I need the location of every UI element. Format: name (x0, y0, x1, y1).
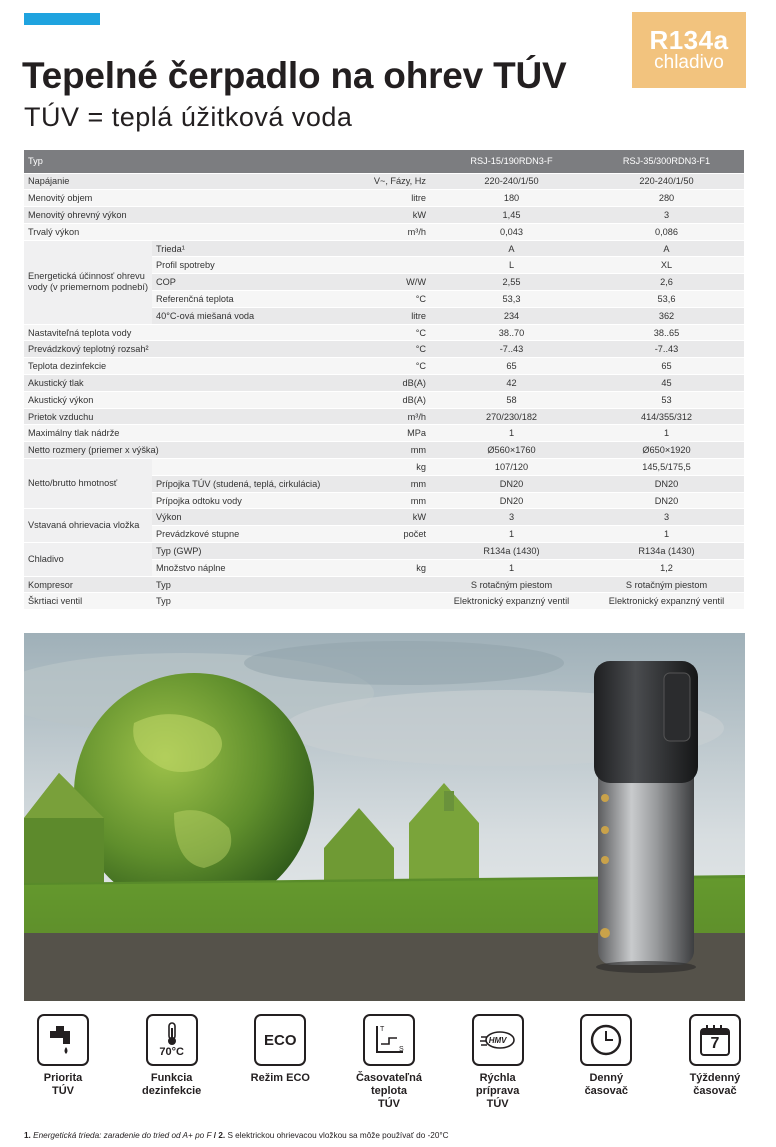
row-value-1: 220-240/1/50 (434, 173, 589, 190)
row-group-param: Vstavaná ohrievacia vložka (24, 509, 152, 543)
feature-icons (14, 1014, 764, 1112)
row-group-param: Chladivo (24, 543, 152, 577)
row-value-2: 45 (589, 375, 744, 392)
footnote-separator: / (213, 1131, 217, 1140)
row-value-2: Elektronický expanzný ventil (589, 593, 744, 610)
row-unit: V~, Fázy, Hz (362, 173, 434, 190)
row-value-2: Ø650×1920 (589, 442, 744, 459)
clock-icon (580, 1014, 632, 1066)
row-unit (362, 576, 434, 593)
row-value-1: 65 (434, 358, 589, 375)
row-sub: Množstvo náplne (152, 559, 362, 576)
feature-timed-temperature (340, 1014, 438, 1112)
row-value-1: 42 (434, 375, 589, 392)
footnote-text-1: Energetická trieda: zaradenie do tried od A+ po F (33, 1131, 212, 1140)
row-value-1: -7..43 (434, 341, 589, 358)
row-value-1: 107/120 (434, 459, 589, 476)
header-label: Typ (24, 150, 362, 173)
row-sub: Typ (152, 576, 362, 593)
row-unit: mm (362, 475, 434, 492)
row-value-1: 53,3 (434, 291, 589, 308)
row-value-2: 1 (589, 526, 744, 543)
row-value-2: DN20 (589, 475, 744, 492)
feature-eco-mode (231, 1014, 329, 1112)
row-value-2: 3 (589, 207, 744, 224)
row-value-1: L (434, 257, 589, 274)
row-unit: m³/h (362, 408, 434, 425)
row-value-2: 1 (589, 425, 744, 442)
row-value-1: Elektronický expanzný ventil (434, 593, 589, 610)
table-row (24, 593, 744, 610)
row-value-2: 53,6 (589, 291, 744, 308)
table-row (24, 223, 744, 240)
row-unit: kg (362, 459, 434, 476)
row-value-2: DN20 (589, 492, 744, 509)
row-unit (362, 593, 434, 610)
table-row (24, 408, 744, 425)
header-model2: RSJ-35/300RDN3-F1 (589, 150, 744, 173)
row-param: Trvalý výkon (24, 223, 362, 240)
table-row (24, 442, 744, 459)
table-row (24, 425, 744, 442)
row-value-2: XL (589, 257, 744, 274)
table-row (24, 576, 744, 593)
hero-illustration (24, 633, 745, 1001)
row-unit (362, 240, 434, 257)
row-unit: kW (362, 509, 434, 526)
table-row (24, 207, 744, 224)
thermometer-text: 70°C (159, 1046, 184, 1058)
row-value-1: R134a (1430) (434, 543, 589, 560)
table-row (24, 190, 744, 207)
table-row (24, 375, 744, 392)
row-param: Škrtiaci ventil (24, 593, 152, 610)
table-row (24, 240, 744, 257)
row-unit: °C (362, 291, 434, 308)
row-value-1: 270/230/182 (434, 408, 589, 425)
row-unit: kg (362, 559, 434, 576)
page-title: Tepelné čerpadlo na ohrev TÚV (22, 55, 567, 96)
row-sub: Typ (152, 593, 362, 610)
row-value-1: 3 (434, 509, 589, 526)
row-unit: dB(A) (362, 391, 434, 408)
row-value-2: 280 (589, 190, 744, 207)
row-value-1: 58 (434, 391, 589, 408)
feature-dhw-priority (14, 1014, 112, 1112)
row-value-1: 1 (434, 425, 589, 442)
row-param: Napájanie (24, 173, 362, 190)
footnote (24, 1131, 449, 1140)
row-sub: Prípojka odtoku vody (152, 492, 362, 509)
eco-text: ECO (264, 1031, 297, 1049)
row-group-param: Energetická účinnosť ohrevu vody (v priemernom podnebí) (24, 240, 152, 324)
eco-leaf-icon (254, 1014, 306, 1066)
row-param: Maximálny tlak nádrže (24, 425, 362, 442)
footnote-num-1: 1. (24, 1131, 31, 1140)
row-value-2: S rotačným piestom (589, 576, 744, 593)
row-sub: Prípojka TÚV (studená, teplá, cirkulácia) (152, 475, 362, 492)
row-value-1: 38..70 (434, 324, 589, 341)
calendar-icon (689, 1014, 741, 1066)
row-sub: Profil spotreby (152, 257, 362, 274)
temperature-schedule-icon (363, 1014, 415, 1066)
row-value-2: 3 (589, 509, 744, 526)
row-unit: počet (362, 526, 434, 543)
row-group-param: Netto/brutto hmotnosť (24, 459, 152, 509)
row-value-2: 1,2 (589, 559, 744, 576)
row-unit: litre (362, 307, 434, 324)
row-value-1: 180 (434, 190, 589, 207)
table-row (24, 391, 744, 408)
feature-label: Rýchla prípravа TÚV (475, 1072, 520, 1111)
feature-label: Režim ECO (250, 1072, 310, 1084)
row-sub: Typ (GWP) (152, 543, 362, 560)
row-value-1: 234 (434, 307, 589, 324)
spec-table (24, 150, 744, 610)
row-value-2: 65 (589, 358, 744, 375)
row-unit: dB(A) (362, 375, 434, 392)
footnote-num-2: 2. (218, 1131, 226, 1140)
feature-label: Priorita TÚV (43, 1072, 83, 1098)
row-unit: mm (362, 442, 434, 459)
row-unit: °C (362, 324, 434, 341)
row-value-2: R134a (1430) (589, 543, 744, 560)
svg-text:T: T (379, 1026, 385, 1033)
row-param: Netto rozmery (priemer x výška) (24, 442, 362, 459)
row-param: Akustický výkon (24, 391, 362, 408)
row-value-1: S rotačným piestom (434, 576, 589, 593)
accent-bar (24, 13, 100, 25)
row-value-2: 0,086 (589, 223, 744, 240)
row-value-2: 38..65 (589, 324, 744, 341)
row-value-2: 414/355/312 (589, 408, 744, 425)
row-sub: Referenčná teplota (152, 291, 362, 308)
feature-weekly-timer (666, 1014, 764, 1112)
row-sub: Výkon (152, 509, 362, 526)
row-sub: 40°C-ová miešaná voda (152, 307, 362, 324)
row-value-1: 1,45 (434, 207, 589, 224)
table-header (24, 150, 744, 173)
row-value-2: 362 (589, 307, 744, 324)
row-param: Teplota dezinfekcie (24, 358, 362, 375)
row-value-1: 0,043 (434, 223, 589, 240)
row-param: Kompresor (24, 576, 152, 593)
feature-label: Týždenný časovač (689, 1072, 741, 1098)
row-sub: Trieda¹ (152, 240, 362, 257)
header-unit (362, 150, 434, 173)
row-param: Prevádzkový teplotný rozsah² (24, 341, 362, 358)
row-sub (152, 459, 362, 476)
row-value-2: 2,6 (589, 274, 744, 291)
row-unit: W/W (362, 274, 434, 291)
heat-pump-tank (594, 661, 698, 973)
hero-image (24, 633, 745, 1001)
svg-text:S: S (398, 1046, 404, 1053)
calendar-day: 7 (710, 1035, 720, 1052)
feature-label: Funkcia dezinfekcie (142, 1072, 202, 1098)
badge-sub: chladivo (654, 51, 724, 73)
row-unit: mm (362, 492, 434, 509)
row-value-2: 145,5/175,5 (589, 459, 744, 476)
row-value-1: 1 (434, 526, 589, 543)
badge-code: R134a (649, 24, 729, 55)
feature-fast-dhw (449, 1014, 547, 1112)
row-value-2: 220-240/1/50 (589, 173, 744, 190)
faucet-icon (37, 1014, 89, 1066)
row-value-2: -7..43 (589, 341, 744, 358)
row-unit: litre (362, 190, 434, 207)
row-value-1: 1 (434, 559, 589, 576)
row-value-1: DN20 (434, 492, 589, 509)
table-row (24, 173, 744, 190)
feature-label: Denný časovač (584, 1072, 628, 1098)
row-value-2: A (589, 240, 744, 257)
row-param: Akustický tlak (24, 375, 362, 392)
row-param: Prietok vzduchu (24, 408, 362, 425)
row-param: Menovitý objem (24, 190, 362, 207)
row-unit: °C (362, 341, 434, 358)
table-row (24, 459, 744, 476)
row-unit: kW (362, 207, 434, 224)
row-param: Menovitý ohrevný výkon (24, 207, 362, 224)
hmv-text: HMV (488, 1035, 507, 1045)
row-unit (362, 257, 434, 274)
row-value-1: Ø560×1760 (434, 442, 589, 459)
row-unit: MPa (362, 425, 434, 442)
fast-hmv-icon (472, 1014, 524, 1066)
row-value-1: 2,55 (434, 274, 589, 291)
row-sub: Prevádzkové stupne (152, 526, 362, 543)
feature-label: Časovateľná teplota TÚV (355, 1072, 422, 1111)
row-value-1: A (434, 240, 589, 257)
row-param: Nastaviteľná teplota vody (24, 324, 362, 341)
table-row (24, 358, 744, 375)
row-sub: COP (152, 274, 362, 291)
row-value-1: DN20 (434, 475, 589, 492)
table-row (24, 543, 744, 560)
table-row (24, 324, 744, 341)
row-unit: °C (362, 358, 434, 375)
footnote-text-2: S elektrickou ohrievacou vložkou sa môže používať do -20°C (227, 1131, 449, 1140)
table-row (24, 509, 744, 526)
row-unit: m³/h (362, 223, 434, 240)
table-row (24, 341, 744, 358)
header-model1: RSJ-15/190RDN3-F (434, 150, 589, 173)
feature-disinfection (123, 1014, 221, 1112)
refrigerant-badge (632, 12, 746, 88)
row-unit (362, 543, 434, 560)
page-subtitle: TÚV = teplá úžitková voda (24, 102, 353, 132)
row-value-2: 53 (589, 391, 744, 408)
feature-daily-timer (557, 1014, 655, 1112)
thermometer-icon (146, 1014, 198, 1066)
